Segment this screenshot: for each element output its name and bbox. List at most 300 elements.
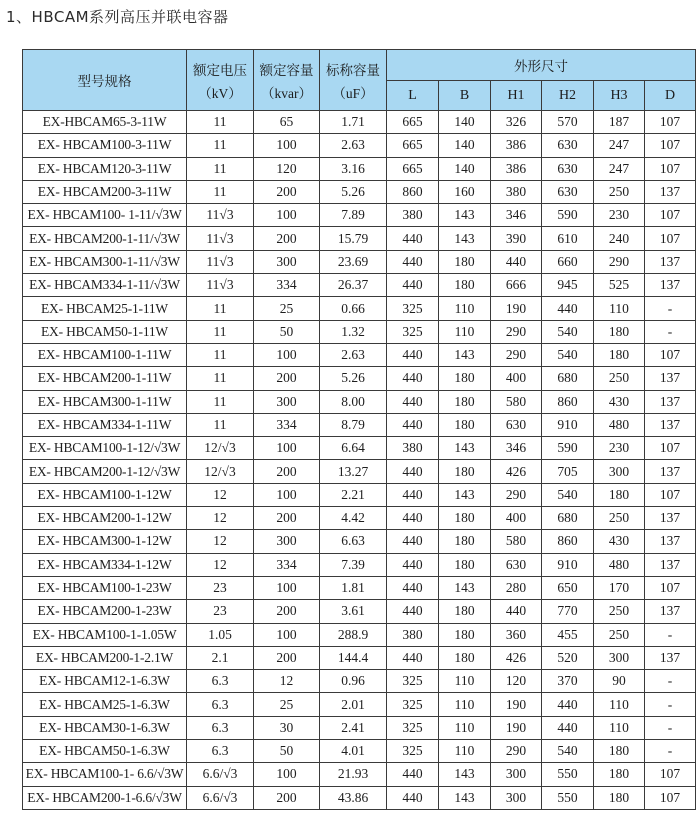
cell-dim-b: 180 — [439, 600, 491, 623]
cell-dim-h3: 187 — [594, 111, 645, 134]
cell-dim-b: 110 — [439, 297, 491, 320]
table-row — [23, 740, 696, 763]
cell-dim-l: 665 — [387, 134, 439, 157]
cell-dim-d: 137 — [645, 507, 696, 530]
cell-dim-l: 440 — [387, 530, 439, 553]
cell-dim-h1: 120 — [491, 670, 542, 693]
cell-dim-b: 140 — [439, 157, 491, 180]
cell-capacity: 200 — [254, 786, 320, 809]
cell-dim-b: 110 — [439, 716, 491, 739]
cell-capacity: 65 — [254, 111, 320, 134]
cell-voltage: 11 — [187, 367, 254, 390]
table-row — [23, 227, 696, 250]
cell-voltage: 12/√3 — [187, 437, 254, 460]
cell-dim-h1: 440 — [491, 250, 542, 273]
cell-dim-h3: 110 — [594, 693, 645, 716]
cell-dim-h2: 440 — [542, 297, 594, 320]
cell-voltage: 12 — [187, 483, 254, 506]
cell-capacitance: 2.63 — [320, 343, 387, 366]
cell-capacitance: 23.69 — [320, 250, 387, 273]
cell-voltage: 11 — [187, 297, 254, 320]
cell-dim-h1: 300 — [491, 786, 542, 809]
cell-capacity: 25 — [254, 693, 320, 716]
cell-model: EX- HBCAM100-1-12/√3W — [23, 437, 187, 460]
cell-dim-h2: 540 — [542, 343, 594, 366]
cell-capacitance: 1.32 — [320, 320, 387, 343]
cell-dim-b: 180 — [439, 390, 491, 413]
cell-dim-h2: 540 — [542, 320, 594, 343]
cell-voltage: 12 — [187, 553, 254, 576]
cell-model: EX- HBCAM300-1-11W — [23, 390, 187, 413]
header-dimensions: 外形尺寸 — [387, 50, 696, 81]
header-voltage-label: 额定电压 — [193, 62, 247, 79]
cell-capacity: 200 — [254, 180, 320, 203]
cell-model: EX- HBCAM120-3-11W — [23, 157, 187, 180]
cell-dim-h2: 650 — [542, 576, 594, 599]
header-dim-b: B — [439, 81, 491, 111]
cell-capacitance: 6.63 — [320, 530, 387, 553]
cell-model: EX- HBCAM334-1-11/√3W — [23, 274, 187, 297]
cell-dim-h1: 290 — [491, 740, 542, 763]
cell-dim-h3: 180 — [594, 343, 645, 366]
cell-dim-d: 137 — [645, 460, 696, 483]
cell-dim-h2: 680 — [542, 507, 594, 530]
cell-capacitance: 15.79 — [320, 227, 387, 250]
cell-dim-h1: 426 — [491, 460, 542, 483]
cell-dim-d: 107 — [645, 157, 696, 180]
cell-model: EX- HBCAM334-1-11W — [23, 413, 187, 436]
cell-model: EX- HBCAM25-1-6.3W — [23, 693, 187, 716]
cell-dim-h1: 346 — [491, 437, 542, 460]
cell-dim-h1: 326 — [491, 111, 542, 134]
cell-voltage: 23 — [187, 600, 254, 623]
cell-capacitance: 8.00 — [320, 390, 387, 413]
cell-dim-d: - — [645, 320, 696, 343]
cell-capacity: 12 — [254, 670, 320, 693]
table-row — [23, 320, 696, 343]
cell-dim-h1: 630 — [491, 413, 542, 436]
cell-voltage: 12 — [187, 507, 254, 530]
cell-voltage: 6.6/√3 — [187, 763, 254, 786]
cell-model: EX- HBCAM12-1-6.3W — [23, 670, 187, 693]
cell-model: EX- HBCAM50-1-11W — [23, 320, 187, 343]
table-row — [23, 576, 696, 599]
header-capacity-label: 额定容量 — [259, 62, 314, 79]
cell-capacitance: 2.01 — [320, 693, 387, 716]
header-dim-l: L — [387, 81, 439, 111]
cell-dim-l: 325 — [387, 320, 439, 343]
cell-dim-b: 140 — [439, 134, 491, 157]
cell-dim-d: 107 — [645, 111, 696, 134]
cell-dim-b: 180 — [439, 623, 491, 646]
cell-dim-h2: 550 — [542, 763, 594, 786]
cell-dim-b: 143 — [439, 437, 491, 460]
cell-dim-d: 107 — [645, 204, 696, 227]
cell-dim-h3: 250 — [594, 600, 645, 623]
cell-dim-h3: 110 — [594, 716, 645, 739]
cell-dim-d: 137 — [645, 646, 696, 669]
cell-voltage: 11 — [187, 111, 254, 134]
table-row — [23, 460, 696, 483]
cell-dim-h3: 430 — [594, 390, 645, 413]
cell-capacity: 100 — [254, 437, 320, 460]
cell-dim-h2: 540 — [542, 483, 594, 506]
cell-dim-h2: 630 — [542, 180, 594, 203]
cell-voltage: 23 — [187, 576, 254, 599]
cell-dim-h3: 250 — [594, 623, 645, 646]
header-capacity-unit: （kvar） — [261, 85, 312, 101]
cell-capacity: 100 — [254, 576, 320, 599]
cell-voltage: 11√3 — [187, 204, 254, 227]
cell-dim-b: 180 — [439, 413, 491, 436]
cell-capacitance: 13.27 — [320, 460, 387, 483]
cell-dim-h2: 440 — [542, 693, 594, 716]
header-capacitance-label: 标称容量 — [326, 62, 380, 79]
cell-dim-h1: 386 — [491, 134, 542, 157]
cell-capacitance: 1.81 — [320, 576, 387, 599]
table-row — [23, 390, 696, 413]
cell-capacity: 120 — [254, 157, 320, 180]
cell-voltage: 2.1 — [187, 646, 254, 669]
cell-dim-h1: 580 — [491, 530, 542, 553]
cell-dim-d: 107 — [645, 227, 696, 250]
cell-dim-h3: 247 — [594, 157, 645, 180]
cell-dim-b: 180 — [439, 460, 491, 483]
cell-capacity: 334 — [254, 553, 320, 576]
cell-dim-h3: 300 — [594, 646, 645, 669]
cell-dim-b: 143 — [439, 227, 491, 250]
cell-model: EX- HBCAM200-1-12/√3W — [23, 460, 187, 483]
cell-dim-h3: 170 — [594, 576, 645, 599]
cell-capacity: 100 — [254, 763, 320, 786]
cell-dim-h3: 430 — [594, 530, 645, 553]
cell-dim-b: 143 — [439, 343, 491, 366]
cell-dim-h1: 386 — [491, 157, 542, 180]
cell-dim-d: 137 — [645, 413, 696, 436]
table-row — [23, 157, 696, 180]
cell-dim-b: 110 — [439, 693, 491, 716]
table-row — [23, 786, 696, 809]
cell-voltage: 11 — [187, 320, 254, 343]
table-row — [23, 670, 696, 693]
cell-model: EX- HBCAM100-3-11W — [23, 134, 187, 157]
cell-dim-b: 143 — [439, 576, 491, 599]
cell-voltage: 11√3 — [187, 274, 254, 297]
cell-dim-l: 440 — [387, 600, 439, 623]
cell-dim-h3: 230 — [594, 437, 645, 460]
cell-dim-b: 180 — [439, 250, 491, 273]
cell-dim-l: 440 — [387, 390, 439, 413]
cell-dim-b: 143 — [439, 786, 491, 809]
cell-capacity: 200 — [254, 227, 320, 250]
cell-capacitance: 0.66 — [320, 297, 387, 320]
cell-dim-h2: 910 — [542, 553, 594, 576]
cell-capacitance: 3.16 — [320, 157, 387, 180]
cell-dim-l: 440 — [387, 483, 439, 506]
cell-capacity: 100 — [254, 623, 320, 646]
cell-dim-b: 143 — [439, 204, 491, 227]
cell-dim-d: 137 — [645, 180, 696, 203]
cell-dim-h2: 520 — [542, 646, 594, 669]
cell-dim-b: 140 — [439, 111, 491, 134]
table-body — [23, 111, 696, 810]
cell-capacity: 334 — [254, 274, 320, 297]
cell-dim-h1: 360 — [491, 623, 542, 646]
cell-model: EX- HBCAM200-1-23W — [23, 600, 187, 623]
cell-dim-h2: 630 — [542, 157, 594, 180]
cell-voltage: 11 — [187, 343, 254, 366]
table-row — [23, 111, 696, 134]
cell-dim-l: 860 — [387, 180, 439, 203]
cell-capacity: 25 — [254, 297, 320, 320]
table-row — [23, 763, 696, 786]
cell-dim-h2: 860 — [542, 390, 594, 413]
cell-model: EX-HBCAM65-3-11W — [23, 111, 187, 134]
cell-dim-d: 107 — [645, 483, 696, 506]
cell-dim-h1: 666 — [491, 274, 542, 297]
cell-dim-h3: 90 — [594, 670, 645, 693]
cell-dim-d: 107 — [645, 437, 696, 460]
cell-model: EX- HBCAM200-1-11W — [23, 367, 187, 390]
cell-dim-h1: 346 — [491, 204, 542, 227]
cell-dim-h2: 770 — [542, 600, 594, 623]
cell-dim-d: 107 — [645, 576, 696, 599]
cell-dim-b: 180 — [439, 367, 491, 390]
header-capacitance — [320, 50, 387, 111]
cell-dim-d: 107 — [645, 134, 696, 157]
cell-dim-h3: 180 — [594, 740, 645, 763]
table-row — [23, 646, 696, 669]
cell-voltage: 1.05 — [187, 623, 254, 646]
cell-dim-b: 143 — [439, 483, 491, 506]
cell-dim-h3: 300 — [594, 460, 645, 483]
header-dim-h2: H2 — [542, 81, 594, 111]
cell-dim-d: 107 — [645, 343, 696, 366]
cell-capacitance: 43.86 — [320, 786, 387, 809]
cell-dim-h1: 300 — [491, 763, 542, 786]
cell-dim-h1: 190 — [491, 693, 542, 716]
cell-model: EX- HBCAM100-1-12W — [23, 483, 187, 506]
cell-dim-l: 665 — [387, 111, 439, 134]
cell-dim-h2: 440 — [542, 716, 594, 739]
cell-capacity: 334 — [254, 413, 320, 436]
cell-dim-l: 440 — [387, 250, 439, 273]
cell-capacitance: 5.26 — [320, 180, 387, 203]
cell-dim-h1: 380 — [491, 180, 542, 203]
cell-dim-b: 180 — [439, 553, 491, 576]
cell-voltage: 6.3 — [187, 716, 254, 739]
cell-dim-d: 137 — [645, 250, 696, 273]
cell-dim-h3: 180 — [594, 320, 645, 343]
cell-model: EX- HBCAM50-1-6.3W — [23, 740, 187, 763]
cell-model: EX- HBCAM300-1-11/√3W — [23, 250, 187, 273]
cell-dim-h3: 230 — [594, 204, 645, 227]
cell-voltage: 11√3 — [187, 250, 254, 273]
cell-dim-b: 180 — [439, 507, 491, 530]
cell-dim-d: 107 — [645, 786, 696, 809]
cell-dim-b: 180 — [439, 646, 491, 669]
cell-dim-d: - — [645, 670, 696, 693]
table-row — [23, 274, 696, 297]
cell-dim-l: 665 — [387, 157, 439, 180]
cell-dim-l: 440 — [387, 227, 439, 250]
cell-capacitance: 2.41 — [320, 716, 387, 739]
cell-dim-h3: 180 — [594, 786, 645, 809]
cell-dim-h2: 455 — [542, 623, 594, 646]
cell-capacity: 100 — [254, 134, 320, 157]
cell-capacity: 200 — [254, 600, 320, 623]
cell-dim-h3: 247 — [594, 134, 645, 157]
cell-dim-d: - — [645, 740, 696, 763]
cell-voltage: 11 — [187, 157, 254, 180]
cell-dim-b: 110 — [439, 670, 491, 693]
cell-dim-l: 380 — [387, 623, 439, 646]
cell-dim-h2: 610 — [542, 227, 594, 250]
cell-model: EX- HBCAM200-1-2.1W — [23, 646, 187, 669]
cell-dim-h3: 480 — [594, 553, 645, 576]
cell-capacitance: 1.71 — [320, 111, 387, 134]
cell-capacitance: 7.89 — [320, 204, 387, 227]
cell-dim-l: 440 — [387, 786, 439, 809]
cell-capacitance: 2.21 — [320, 483, 387, 506]
cell-model: EX- HBCAM100-1- 6.6/√3W — [23, 763, 187, 786]
cell-model: EX- HBCAM200-1-6.6/√3W — [23, 786, 187, 809]
cell-dim-l: 325 — [387, 297, 439, 320]
cell-dim-d: - — [645, 693, 696, 716]
cell-dim-l: 440 — [387, 553, 439, 576]
cell-dim-l: 440 — [387, 763, 439, 786]
cell-model: EX- HBCAM100-1-1.05W — [23, 623, 187, 646]
cell-dim-d: 137 — [645, 530, 696, 553]
cell-dim-h2: 705 — [542, 460, 594, 483]
cell-voltage: 6.3 — [187, 670, 254, 693]
header-dim-d: D — [645, 81, 696, 111]
cell-dim-l: 440 — [387, 413, 439, 436]
cell-dim-h1: 290 — [491, 320, 542, 343]
table-row — [23, 483, 696, 506]
cell-capacity: 100 — [254, 483, 320, 506]
cell-capacity: 50 — [254, 740, 320, 763]
cell-dim-l: 325 — [387, 693, 439, 716]
table-row — [23, 716, 696, 739]
cell-dim-h3: 180 — [594, 763, 645, 786]
cell-dim-b: 110 — [439, 320, 491, 343]
cell-model: EX- HBCAM100-1-11W — [23, 343, 187, 366]
cell-dim-h2: 540 — [542, 740, 594, 763]
cell-dim-h2: 570 — [542, 111, 594, 134]
cell-voltage: 6.3 — [187, 740, 254, 763]
cell-dim-h3: 180 — [594, 483, 645, 506]
cell-dim-l: 325 — [387, 740, 439, 763]
cell-dim-h3: 110 — [594, 297, 645, 320]
header-dim-h3: H3 — [594, 81, 645, 111]
cell-dim-h1: 630 — [491, 553, 542, 576]
table-row — [23, 250, 696, 273]
cell-dim-h1: 190 — [491, 716, 542, 739]
table-row — [23, 343, 696, 366]
cell-model: EX- HBCAM200-1-12W — [23, 507, 187, 530]
cell-dim-d: - — [645, 297, 696, 320]
cell-dim-l: 440 — [387, 274, 439, 297]
header-voltage — [187, 50, 254, 111]
header-dim-h1: H1 — [491, 81, 542, 111]
cell-dim-h1: 440 — [491, 600, 542, 623]
page-title: 1、HBCAM系列高压并联电容器 — [6, 8, 229, 26]
cell-dim-h3: 525 — [594, 274, 645, 297]
cell-dim-b: 180 — [439, 274, 491, 297]
cell-dim-d: 137 — [645, 553, 696, 576]
cell-dim-b: 143 — [439, 763, 491, 786]
cell-capacitance: 5.26 — [320, 367, 387, 390]
table-row — [23, 134, 696, 157]
cell-dim-d: 137 — [645, 367, 696, 390]
cell-capacitance: 6.64 — [320, 437, 387, 460]
cell-capacity: 100 — [254, 343, 320, 366]
cell-dim-h1: 400 — [491, 367, 542, 390]
cell-dim-h1: 190 — [491, 297, 542, 320]
cell-dim-d: 137 — [645, 600, 696, 623]
table-row — [23, 623, 696, 646]
cell-model: EX- HBCAM200-3-11W — [23, 180, 187, 203]
cell-dim-h2: 590 — [542, 437, 594, 460]
cell-dim-b: 110 — [439, 740, 491, 763]
cell-voltage: 11√3 — [187, 227, 254, 250]
cell-dim-h3: 250 — [594, 367, 645, 390]
cell-voltage: 11 — [187, 413, 254, 436]
header-capacitance-unit: （uF） — [332, 85, 374, 101]
cell-capacitance: 0.96 — [320, 670, 387, 693]
cell-dim-h3: 480 — [594, 413, 645, 436]
cell-model: EX- HBCAM30-1-6.3W — [23, 716, 187, 739]
cell-model: EX- HBCAM100- 1-11/√3W — [23, 204, 187, 227]
header-voltage-unit: （kV） — [198, 85, 242, 101]
table-row — [23, 693, 696, 716]
cell-model: EX- HBCAM300-1-12W — [23, 530, 187, 553]
cell-dim-l: 440 — [387, 460, 439, 483]
cell-model: EX- HBCAM200-1-11/√3W — [23, 227, 187, 250]
cell-dim-h2: 680 — [542, 367, 594, 390]
cell-dim-d: 107 — [645, 763, 696, 786]
header-capacity — [254, 50, 320, 111]
cell-capacity: 300 — [254, 530, 320, 553]
cell-dim-h2: 630 — [542, 134, 594, 157]
cell-dim-d: 137 — [645, 274, 696, 297]
cell-dim-h1: 426 — [491, 646, 542, 669]
cell-capacity: 200 — [254, 367, 320, 390]
cell-dim-h3: 250 — [594, 507, 645, 530]
cell-dim-l: 380 — [387, 204, 439, 227]
table-row — [23, 507, 696, 530]
cell-dim-h3: 240 — [594, 227, 645, 250]
cell-voltage: 6.3 — [187, 693, 254, 716]
table-row — [23, 413, 696, 436]
cell-dim-h2: 660 — [542, 250, 594, 273]
cell-voltage: 6.6/√3 — [187, 786, 254, 809]
cell-dim-b: 180 — [439, 530, 491, 553]
cell-voltage: 12 — [187, 530, 254, 553]
cell-dim-h1: 400 — [491, 507, 542, 530]
cell-dim-h2: 910 — [542, 413, 594, 436]
table-row — [23, 530, 696, 553]
cell-capacity: 100 — [254, 204, 320, 227]
table-row — [23, 437, 696, 460]
capacitor-spec-table — [22, 49, 696, 810]
cell-capacitance: 2.63 — [320, 134, 387, 157]
cell-dim-h1: 290 — [491, 483, 542, 506]
cell-dim-h1: 280 — [491, 576, 542, 599]
cell-dim-h2: 370 — [542, 670, 594, 693]
cell-voltage: 11 — [187, 134, 254, 157]
